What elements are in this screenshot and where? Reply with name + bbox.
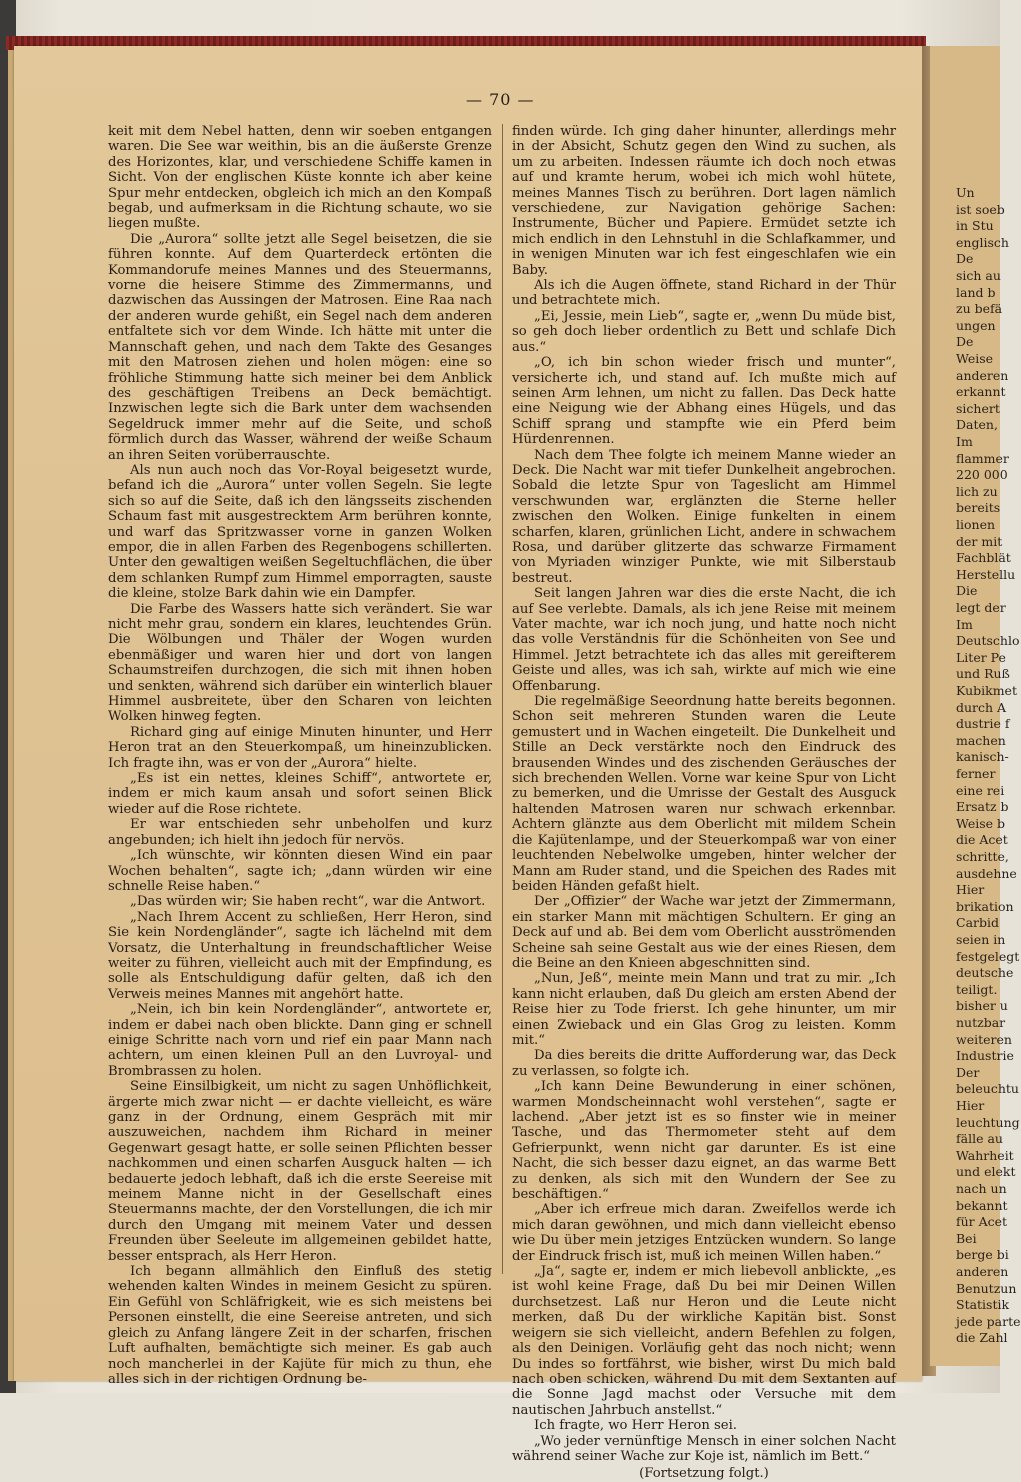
next-page-line: sichert [956,400,1000,416]
next-page-line: in Stu [956,218,994,234]
next-page-line: seien in [956,932,1006,947]
next-page-line: Bei [956,1230,977,1246]
next-page-line: Ersatz b [956,799,1009,815]
next-page-line: lionen [956,517,996,532]
next-page-line: Hier [956,882,985,898]
next-page-line: Herstellu [956,566,1016,582]
next-page-line: Un [956,185,975,200]
paragraph: „Ich kann Deine Bewunderung in einer schönen, warmen Mondscheinnacht wohl verstehen“, sagte er lachend. „Aber jetzt ist es so finster wie in meiner Tasche, und das Thermometer steht auf dem Gefrierpunkt, wenn nicht gar darunter. Es ist eine Nacht, die sich besser dazu eignet, an das warme Bett zu denken, als sich mit den Wundern der See zu beschäftigen.“ [512,1079,896,1203]
next-page-line: Weise [956,351,994,366]
paragraph: finden würde. Ich ging daher hinunter, allerdings mehr in der Absicht, Schutz gegen den Wind zu suchen, als um zu arbeiten. Indessen räumte ich doch noch etwas auf und kramte herum, wobei ich mich wohl hütete, meines Mannes Tisch zu berühren. Dort lagen nämlich verschiedene, zur Navigation gehörige Sachen: Instrumente, Bücher und Papiere. Ermüdet setzte ich mich endlich in den Lehnstuhl in die Schlafkammer, und in wenigen Minuten war ich fest eingeschlafen wie ein Baby. [512,124,896,278]
paragraph: „Nach Ihrem Accent zu schließen, Herr Heron, sind Sie kein Nordengländer“, sagte ich lächelnd mit dem Vorsatz, die Unterhaltung in freundschaftlicher Weise weiter zu führen, vielleicht auch mit der Empfindung, es solle als Entschuldigung dafür gelten, daß ich den Verweis meines Mannes mit angehört hatte. [108,909,492,1002]
next-page-line: beleuchtu [956,1081,1019,1097]
next-page-line: Benutzun [956,1280,1017,1296]
next-page-line: Im [956,616,973,632]
next-page-line: legt der [956,600,1006,615]
next-page-line: anderen [956,1264,1009,1279]
next-page-line: kanisch- [956,749,1009,765]
page-number: — 70 — [466,90,535,109]
next-page-fragment [930,46,1021,1366]
next-page-line: Kubikmet [956,683,1017,698]
next-page-line: lich zu [956,483,998,499]
next-page-line: Daten, [956,417,998,433]
paragraph: „Das würden wir; Sie haben recht“, war die Antwort. [130,894,486,910]
next-page-line: berge bi [956,1247,1009,1263]
next-page-line: eine rei [956,782,1005,798]
next-page-line: Liter Pe [956,649,1006,665]
next-page-line: deutsche [956,965,1014,981]
next-page-line: teiligt. [956,981,998,997]
paragraph: Die Farbe des Wassers hatte sich verändert. Sie war nicht mehr grau, sondern ein klares, leuchtendes Grün. Die Wölbungen und Thäler der Wogen wurden ebenmäßiger und waren hier und dort von langen Schaumstreifen durchzogen, die sich mit ihnen hoben und senkten, während sich darüber ein winterlich blauer Himmel ausbreitete, über den Scharen von leichten Wolken hinweg fegten. [108,601,492,725]
next-page-line: jede parte [956,1313,1021,1329]
next-page-line: und elekt [956,1164,1016,1180]
next-page-line: machen [956,732,1006,748]
paragraph: keit mit dem Nebel hatten, denn wir soeben entgangen waren. Die See war weithin, bis an die äußerste Grenze des Horizontes, klar, und verschiedene Schiffe kamen in Sicht. Von der englischen Küste konnte ich aber keine Spur mehr entdecken, obgleich ich mich an den Kompaß begab, und aufmerksam in die Richtung schaute, wo sie liegen mußte. [108,124,492,232]
next-page-line: fälle au [956,1131,1003,1147]
next-page-line: 220 000 [956,467,1008,483]
paragraph: Die „Aurora“ sollte jetzt alle Segel beisetzen, die sie führen konnte. Auf dem Quarterdeck ertönten die Kommandorufe meines Mannes und des Steuermanns, vorne die heisere Stimme des Zimmermanns, und dazwischen das Aussingen der Matrosen. Eine Raa nach der anderen wurde gehißt, ein Segel nach dem anderen entfaltete sich vor dem Winde. Ich hätte mit unter die Mannschaft gehen, und nach dem Takte des Gesanges mit den Matrosen ziehen und holen mögen: eine so fröhliche Stimmung hatte sich meiner bei dem Anblick des geschäftigen Treibens an Deck bemächtigt. Inzwischen legte sich die Bark unter dem wachsenden Segeldruck immer mehr auf die Seite, und schoß förmlich durch das Wasser, während der weiße Schaum an ihren Seiten vorüberrauschte. [108,231,492,463]
next-page-line: bereits [956,500,1001,516]
next-page-line: nutzbar [956,1015,1006,1030]
next-page-line: bisher u [956,998,1008,1014]
next-page-line: für Acet [956,1214,1008,1230]
paragraph: „Aber ich erfreue mich daran. Zweifellos werde ich mich daran gewöhnen, und mich dann vielleicht ebenso wie Du über mein jetziges Entzücken wundern. So lange der Eindruck frisch ist, muß ich meinen Willen haben.“ [512,1202,896,1264]
paragraph: Als nun auch noch das Vor-Royal beigesetzt wurde, befand ich die „Aurora“ unter vollen Segeln. Sie legte sich so auf die Seite, daß ich den längsseits zischenden Schaum fast mit ausgestrecktem Arm berühren konnte, und warf das Spritzwasser vorne in ganzen Wolken empor, die in allen Farben des Regenbogens schillerten. Unter den gewaltigen weißen Segeltuchflächen, die über dem schlanken Rumpf zum Himmel emporragten, sauste die kleine, stolze Bark dahin wie ein Dampfer. [108,462,492,602]
next-page-line: zu befä [956,301,1003,317]
paragraph: Als ich die Augen öffnete, stand Richard in der Thür und betrachtete mich. [512,278,896,309]
next-page-line: ungen [956,317,996,333]
next-page-line: Deutschlo [956,633,1020,649]
paragraph: „Nun, Jeß“, meinte mein Mann und trat zu mir. „Ich kann nicht erlauben, daß Du gleich am ersten Abend der Reise hier zu Tode frierst. Ich gehe hinunter, um mir einen Zwieback und ein Glas Grog zu leisten. Komm mit.“ [512,971,896,1048]
next-page-line: flammer [956,450,1009,466]
next-page-line: Im [956,434,973,449]
next-page-line: Hier [956,1098,985,1113]
next-page-line: Statistik [956,1297,1010,1313]
next-page-line: nach un [956,1181,1007,1196]
paragraph: „O, ich bin schon wieder frisch und munter“, versicherte ich, und stand auf. Ich mußte mich auf seinen Arm lehnen, um nicht zu fallen. Das Deck hatte eine Neigung wie der Abhang eines Hügels, und das Schiff sprang und stampfte wie ein Pferd beim Hürdenrennen. [512,355,896,448]
next-page-line: ausdehne [956,865,1017,881]
next-page-line: dustrie f [956,716,1010,732]
next-page-line: Wahrheit [956,1147,1014,1163]
next-page-line: weiteren [956,1031,1012,1047]
next-page-line: Die [956,583,978,599]
paragraph: Seit langen Jahren war dies die erste Nacht, die ich auf See verlebte. Damals, als ich jene Reise mit meinem Vater machte, war ich noch jung, und hatte noch nicht das volle Verständnis für die Schönheiten von See und Himmel. Jetzt betrachtete ich das alles mit gereifterem Geiste und alles, was ich sah, wirkte auf mich wie eine Offenbarung. [512,586,896,694]
next-page-line: bekannt [956,1197,1008,1213]
paragraph: Er war entschieden sehr unbeholfen und kurz angebunden; ich hielt ihn jedoch für nervös. [108,817,492,848]
paragraph: Ich begann allmählich den Einfluß des stetig wehenden kalten Windes in meinem Gesicht zu spüren. Ein Gefühl von Schläfrigkeit, wie es sich meistens bei Personen einstellt, die eine Seereise antreten, und sich gleich zu Anfang längere Zeit in der scharfen, frischen Luft aufhalten, bemächtigte sich meiner. Es gab auch noch mancherlei in der Kajüte für mich zu thun, ehe alles sich in der richtigen Ordnung be- [108,1264,492,1387]
next-page-line: land b [956,284,996,300]
next-page-line: Carbid [956,915,999,931]
paragraph: „Wo jeder vernünftige Mensch in einer solchen Nacht während seiner Wache zur Koje ist, nämlich im Bett.“ [512,1433,896,1464]
paragraph: Nach dem Thee folgte ich meinem Manne wieder an Deck. Die Nacht war mit tiefer Dunkelheit angebrochen. Sobald die letzte Spur von Tageslicht am Himmel verschwunden war, erglänzten die Sterne heller zwischen den Wolken. Einige funkelten in einem scharfen, klaren, grünlichen Licht, andere in schwachem Rosa, und darüber glitzerte das schwarze Firmament von Myriaden winziger Punkte, wie mit Silberstaub bestreut. [512,447,896,586]
text-column-right [512,124,896,1482]
next-page-line: und Ruß [956,666,1010,682]
next-page-line: leuchtung [956,1114,1020,1130]
paragraph: Da dies bereits die dritte Aufforderung war, das Deck zu verlassen, so folgte ich. [512,1048,896,1079]
next-page-line: De [956,334,974,350]
next-page-line: sich au [956,268,1001,283]
paragraph: Seine Einsilbigkeit, um nicht zu sagen Unhöflichkeit, ärgerte mich zwar nicht — er dachte vielleicht, es wäre ganz in der Ordnung, einem Gespräch mit mir auszuweichen, nachdem ihm Richard in meiner Gegenwart gesagt hatte, er solle seinen Pflichten besser nachkommen und einen scharfen Ausguck halten — ich bedauerte jedoch lebhaft, daß ich die erste Seereise mit meinem Manne nicht in der Gesellschaft eines Steuermanns machte, der den Vorstellungen, die ich mir durch den Umgang mit meinem Vater und dessen Freunden über Seeleute im allgemeinen gebildet hatte, besser entsprach, als Herr Heron. [108,1079,492,1264]
next-page-line: ferner [956,766,996,781]
next-page-line: festgelegt [956,948,1020,964]
next-page-line: Weise b [956,815,1006,831]
next-page-line: die Zahl [956,1330,1008,1346]
next-page-line: englisch [956,234,1009,250]
paragraph: „Es ist ein nettes, kleines Schiff“, antwortete er, indem er mich kaum ansah und sofort seinen Blick wieder auf die Rose richtete. [108,771,492,817]
next-page-line: Industrie [956,1048,1014,1064]
next-page-line: die Acet [956,832,1008,848]
paragraph: „Ei, Jessie, mein Lieb“, sagte er, „wenn Du müde bist, so geh doch lieber ordentlich zu Bett und schlafe Dich aus.“ [512,308,896,355]
next-page-line: Fachblät [956,550,1011,566]
paragraph: „Nein, ich bin kein Nordengländer“, antwortete er, indem er dabei nach oben blickte. Dann ging er schnell einige Schritte nach vorn und rief ein paar Mann nach achtern, um einen kleinen Pull an den Luvroyal- und Brombrassen zu holen. [108,1002,492,1079]
next-page-line: erkannt [956,384,1006,400]
column-divider [502,124,503,1274]
paragraph: Die regelmäßige Seeordnung hatte bereits begonnen. Schon seit mehreren Stunden waren die Leute gemustert und in Wachen eingeteilt. Die Dunkelheit und Stille an Deck verstärkte noch den Eindruck des brausenden Windes und des zischenden Geräusches der sich brechenden Wellen. Vorne war keine Spur von Licht zu bemerken, und die Umrisse der Gestalt des Ausguck haltenden Matrosen waren nur schwach erkennbar. Achtern glänzte aus dem Oberlicht mit mildem Schein die Kajütenlampe, und der Steuerkompaß war von einer leuchtenden Nebelwolke umgeben, hinter welcher der Mann am Ruder stand, und die Speichen des Rades mit beiden Händen gefaßt hielt. [512,694,896,894]
continuation-note: (Fortsetzung folgt.) [639,1466,769,1482]
next-page-line: ist soeb [956,201,1005,217]
next-page-line: schritte, [956,849,1009,864]
next-page-line: der mit [956,533,1003,549]
next-page-line: brikation [956,898,1014,914]
paragraph: Der „Offizier“ der Wache war jetzt der Zimmermann, ein starker Mann mit mächtigen Schultern. Er ging an Deck auf und ab. Bei dem vom Oberlicht ausströmenden Scheine sah seine Gestalt aus wie der eines Riesen, dem die Beine an den Knieen abgeschnitten sind. [512,894,896,971]
paragraph: Ich fragte, wo Herr Heron sei. [534,1418,737,1434]
next-page-line: anderen [956,367,1009,383]
paragraph: „Ja“, sagte er, indem er mich liebevoll anblickte, „es ist wohl keine Frage, daß Du bei mir Deinen Willen durchsetzest. Laß nur Heron und die Leute nicht merken, daß Du der wirkliche Kapitän bist. Sonst weigern sie sich vielleicht, andern Befehlen zu folgen, als den Deinigen. Vorläufig geht das noch nicht; wenn Du indes so fortfährst, wie bisher, wirst Du mich bald nach oben schicken, während Du mit dem Sextanten auf die Sonne Jagd machst oder Versuche mit dem nautischen Jahrbuch anstellst.“ [512,1264,896,1418]
paragraph: Richard ging auf einige Minuten hinunter, und Herr Heron trat an den Steuerkompaß, um hineinzublicken. Ich fragte ihn, was er von der „Aurora“ hielte. [108,724,492,771]
next-page-line: durch A [956,699,1007,715]
next-page-line: Der [956,1064,980,1080]
text-column-left [108,124,492,1387]
paragraph: „Ich wünschte, wir könnten diesen Wind ein paar Wochen behalten“, sagte ich; „dann würden wir eine schnelle Reise haben.“ [108,848,492,894]
next-page-line: De [956,251,974,267]
